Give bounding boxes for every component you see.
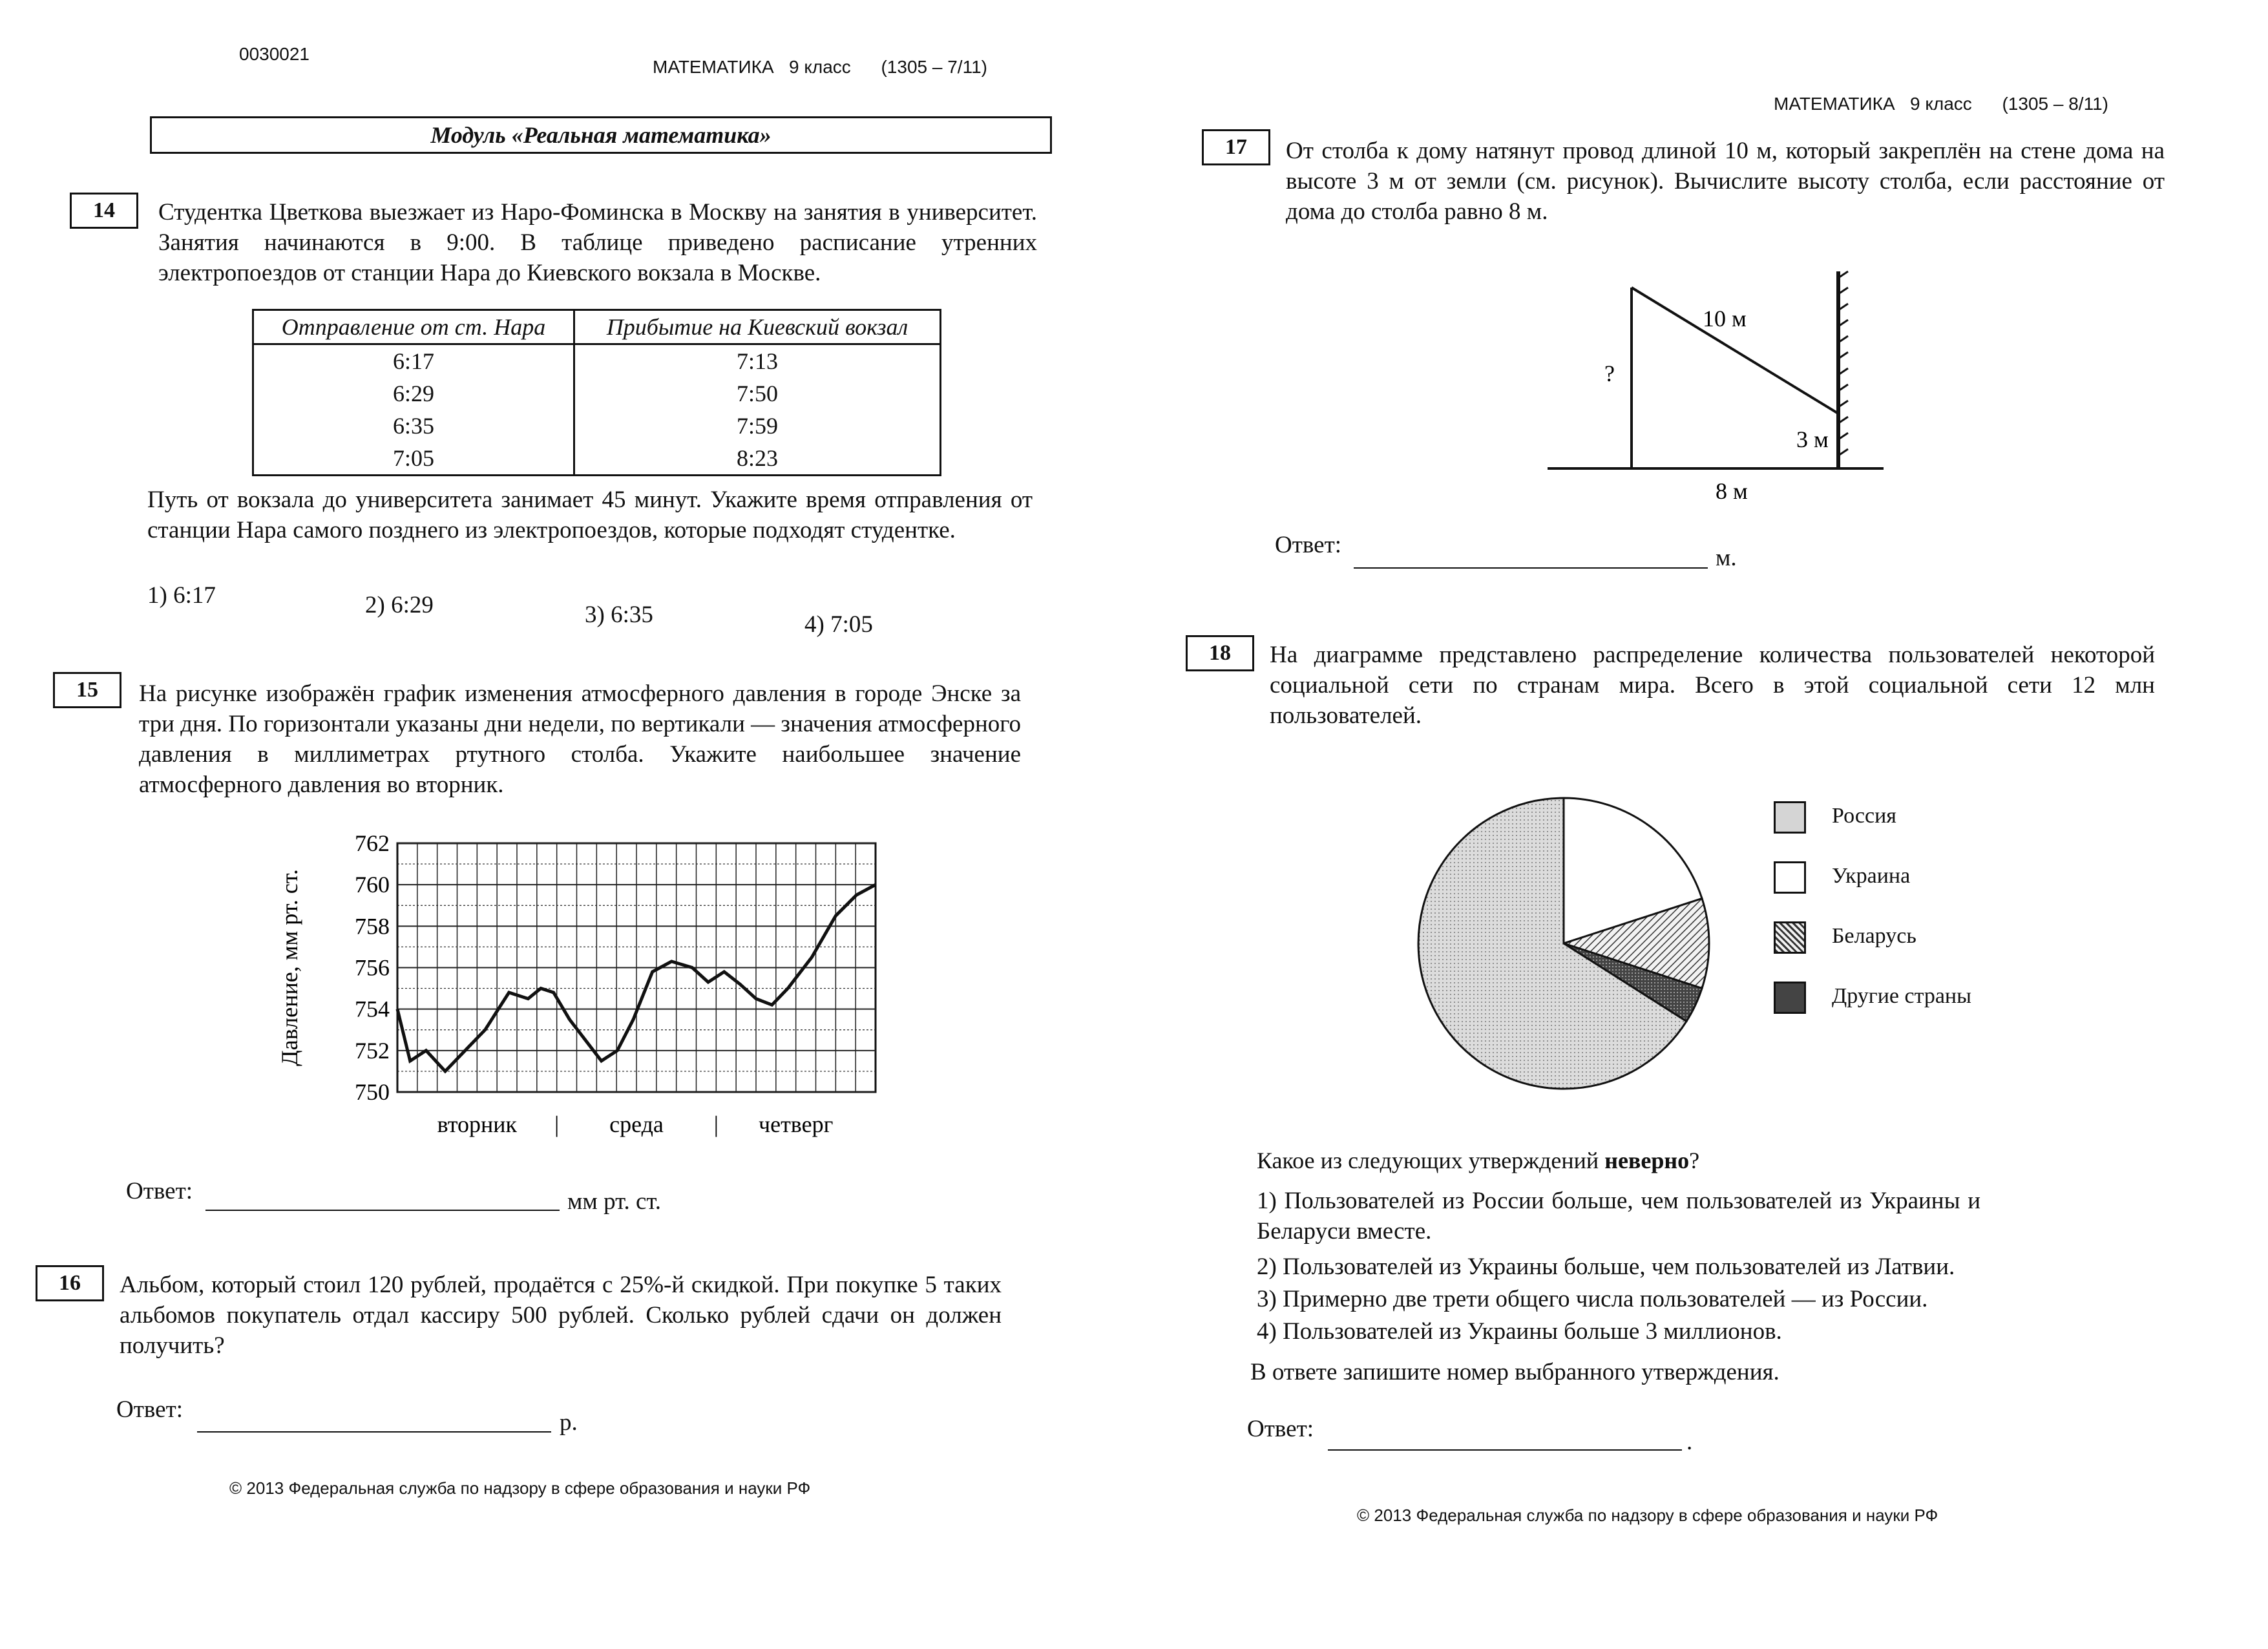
module-title: Модуль «Реальная математика» (150, 116, 1052, 154)
question-number-18: 18 (1186, 635, 1254, 671)
right-page (1134, 0, 2268, 1649)
legend-swatch (1774, 982, 1806, 1014)
question-number-14: 14 (70, 193, 138, 229)
q18-statement-1[interactable]: 1) Пользователей из России больше, чем пользователей из Украины и Беларуси вместе. (1257, 1188, 1980, 1245)
q18-question (1257, 1147, 1699, 1174)
q15-answer-unit: мм рт. ст. (567, 1188, 662, 1215)
chart-x-labels (437, 1111, 834, 1137)
q18-statement-2[interactable]: 2) Пользователей из Украины больше, чем пользователей из Латвии. (1257, 1254, 1955, 1280)
pole-wire-figure (1535, 258, 1935, 510)
q18-statement-4[interactable]: 4) Пользователей из Украины больше 3 миллионов. (1257, 1318, 1782, 1345)
subject-header-right (1774, 94, 2108, 114)
table-cell: 6:17 (253, 344, 574, 378)
variant: (1305 – 7/11) (881, 57, 987, 77)
q17-answer-field[interactable] (1354, 567, 1708, 569)
q17-answer-unit: м. (1716, 545, 1737, 571)
q15-text: На рисунке изображён график изменения атмосферного давления в городе Энске за три дня. По горизонтали указаны дни недели, по вертикали — значения атмосферного давления в миллиметрах ртутного столба. Укажите наибольшее значение атмосферного давления во вторник. (139, 680, 1021, 798)
pie-slices (1418, 798, 1709, 1089)
q18-question-prefix: Какое из следующих утверждений (1257, 1148, 1605, 1173)
table-cell: 8:23 (574, 442, 941, 476)
table-cell: 6:29 (253, 377, 574, 410)
y-tick-label: 758 (355, 913, 390, 940)
variant: (1305 – 8/11) (2002, 94, 2108, 114)
q14-option-2[interactable]: 2) 6:29 (365, 592, 434, 618)
doc-code: 0030021 (239, 44, 310, 64)
table-row (253, 442, 941, 476)
chart-y-label: Давление, мм рт. ст. (277, 869, 302, 1066)
wall-height-label: 3 м (1796, 426, 1829, 452)
x-day-label: среда (609, 1111, 664, 1137)
x-separator: | (713, 1111, 719, 1137)
q14-option-3[interactable]: 3) 6:35 (585, 602, 653, 628)
table-row (253, 344, 941, 378)
x-day-label: четверг (758, 1111, 834, 1137)
legend-label: Другие страны (1832, 983, 1971, 1008)
y-tick-label: 760 (355, 872, 390, 898)
question-number-15: 15 (53, 672, 121, 708)
table-cell: 7:13 (574, 344, 941, 378)
q18-question-bold: неверно (1604, 1148, 1690, 1173)
y-tick-label: 754 (355, 996, 390, 1022)
q16-answer-label: Ответ: (116, 1396, 184, 1423)
q17-text: От столба к дому натянут провод длиной 10 м, который закреплён на стене дома на высоте 3 м от земли (см. рисунок). Вычислите высоту столба, если расстояние от дома до столба равно 8 м. (1286, 138, 2165, 225)
legend-item-ukraine (1774, 861, 1910, 894)
distance-label: 8 м (1716, 478, 1748, 504)
q18-text: На диаграмме представлено распределение количества пользователей некоторой социальной сети по странам мира. Всего в этой социальной сети 12 млн пользователей. (1270, 642, 2155, 729)
legend-swatch (1774, 921, 1806, 954)
q15-answer-label: Ответ: (126, 1178, 193, 1204)
grade: 9 класс (788, 57, 851, 77)
q18-question-suffix: ? (1689, 1148, 1700, 1173)
q16-text: Альбом, который стоил 120 рублей, продаётся с 25%-й скидкой. При покупке 5 таких альбомов покупатель отдал кассиру 500 рублей. Сколько рублей сдачи он должен получить? (120, 1272, 1002, 1359)
q14-option-4[interactable]: 4) 7:05 (804, 611, 873, 638)
table-cell: 7:50 (574, 377, 941, 410)
subject-header (653, 57, 987, 78)
y-tick-label: 756 (355, 954, 390, 981)
legend-item-belarus (1774, 921, 1916, 954)
q18-answer-field[interactable] (1328, 1449, 1682, 1451)
y-tick-label: 750 (355, 1079, 390, 1105)
legend-label: Беларусь (1832, 923, 1916, 948)
y-tick-label: 762 (355, 834, 390, 856)
legend-item-other (1774, 982, 1971, 1014)
q18-statement-3[interactable]: 3) Примерно две трети общего числа пользователей — из России. (1257, 1286, 1928, 1312)
q17-answer-label: Ответ: (1275, 532, 1342, 558)
schedule-table (252, 309, 941, 476)
legend-item-russia (1774, 801, 1896, 834)
table-row (253, 410, 941, 442)
legend-label: Россия (1832, 803, 1896, 828)
wire-length-label: 10 м (1703, 306, 1747, 331)
q14-option-1[interactable]: 1) 6:17 (147, 582, 216, 609)
subject: МАТЕМАТИКА (653, 57, 774, 77)
q16-answer-field[interactable] (197, 1431, 551, 1433)
table-cell: 7:05 (253, 442, 574, 476)
footer-copyright: © 2013 Федеральная служба по надзору в сфере образования и науки РФ (1357, 1506, 1938, 1525)
users-pie-chart (1399, 792, 1735, 1102)
legend-swatch (1774, 801, 1806, 834)
table-cell: 7:59 (574, 410, 941, 442)
table-cell: 6:35 (253, 410, 574, 442)
table-row (253, 377, 941, 410)
legend-label: Украина (1832, 863, 1911, 888)
q18-answer-label: Ответ: (1247, 1416, 1314, 1442)
x-day-label: вторник (437, 1111, 518, 1137)
q14-question: Путь от вокзала до университета занимает 45 минут. Укажите время отправления от станции Нара самого позднего из электропоездов, которые подходят студентке. (147, 487, 1033, 543)
q15-answer-field[interactable] (205, 1210, 560, 1211)
legend-swatch (1774, 861, 1806, 894)
chart-y-ticks (355, 834, 390, 1105)
question-number-16: 16 (36, 1265, 104, 1301)
q18-answer-suffix: . (1686, 1429, 1693, 1455)
pressure-line-chart (252, 834, 898, 1170)
q16-answer-unit: р. (560, 1409, 578, 1436)
y-tick-label: 752 (355, 1037, 390, 1064)
table-header-arrival: Прибытие на Киевский вокзал (574, 310, 941, 344)
q14-text: Студентка Цветкова выезжает из Наро-Фоминска в Москву на занятия в университет. Занятия начинаются в 9:00. В таблице приведено расписание утренних электропоездов от станции Нара до Киевского вокзала в Москве. (158, 199, 1037, 286)
pole-height-label: ? (1604, 361, 1615, 386)
table-header-departure: Отправление от ст. Нара (253, 310, 574, 344)
subject: МАТЕМАТИКА (1774, 94, 1895, 114)
footer-copyright: © 2013 Федеральная служба по надзору в сфере образования и науки РФ (229, 1478, 811, 1498)
grade: 9 класс (1909, 94, 1972, 114)
q18-instruction: В ответе запишите номер выбранного утверждения. (1250, 1359, 1780, 1385)
x-separator: | (554, 1111, 560, 1137)
question-number-17: 17 (1202, 129, 1270, 165)
